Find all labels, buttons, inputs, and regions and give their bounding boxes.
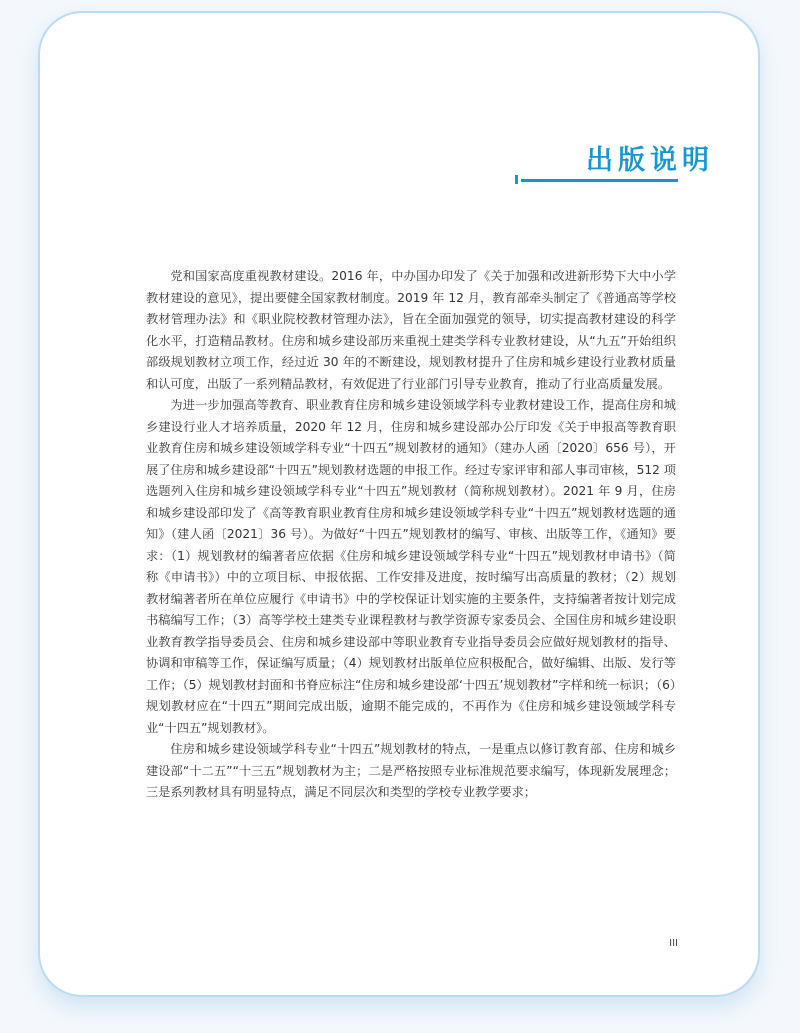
- paragraph: 为进一步加强高等教育、职业教育住房和城乡建设领域学科专业教材建设工作，提高住房和城乡建设行业人才培养质量，2020 年 12 月，住房和城乡建设部办公厅印发《关于申报高等教育职业教育住房和城乡建设领域学科专业“十四五”规划教材的通知》（建办人函〔2020〕656 号），开展了住房和城乡建设部“十四五”规划教材选题的申报工作。经过专家评审和部人事司审核，512 项选题列入住房和城乡建设领域学科专业“十四五”规划教材（简称规划教材）。2021 年 9 月，住房和城乡建设部印发了《高等教育职业教育住房和城乡建设领域学科专业“十四五”规划教材选题的通知》（建人函〔2021〕36 号）。为做好“十四五”规划教材的编写、审核、出版等工作，《通知》要求：（1）规划教材的编著者应依据《住房和城乡建设领域学科专业“十四五”规划教材申请书》（简称《申请书》）中的立项目标、申报依据、工作安排及进度，按时编写出高质量的教材；（2）规划教材编著者所在单位应履行《申请书》中的学校保证计划实施的主要条件，支持编著者按计划完成书稿编写工作；（3）高等学校土建类专业课程教材与教学资源专家委员会、全国住房和城乡建设职业教育教学指导委员会、住房和城乡建设部中等职业教育专业指导委员会应做好规划教材的指导、协调和审稿等工作，保证编写质量；（4）规划教材出版单位应积极配合，做好编辑、出版、发行等工作；（5）规划教材封面和书脊应标注“住房和城乡建设部‘十四五’规划教材”字样和统一标识；（6）规划教材应在“十四五”期间完成出版，逾期不能完成的，不再作为《住房和城乡建设领域学科专业“十四五”规划教材》。: [146, 398, 676, 735]
- paragraph: 党和国家高度重视教材建设。2016 年，中办国办印发了《关于加强和改进新形势下大中小学教材建设的意见》，提出要健全国家教材制度。2019 年 12 月，教育部牵头制定了《普通高等学校教材管理办法》和《职业院校教材管理办法》，旨在全面加强党的领导，切实提高教材建设的科学化水平，打造精品教材。住房和城乡建设部历来重视土建类学科专业教材建设，从“九五”开始组织部级规划教材立项工作，经过近 30 年的不断建设，规划教材提升了住房和城乡建设行业教材质量和认可度，出版了一系列精品教材，有效促进了行业部门引导专业教育，推动了行业高质量发展。: [146, 269, 676, 391]
- page-title: 出版说明: [586, 145, 714, 176]
- page-number: III: [669, 938, 678, 949]
- title-underline: [521, 179, 678, 182]
- paragraph: 住房和城乡建设领域学科专业“十四五”规划教材的特点，一是重点以修订教育部、住房和城乡建设部“十二五”“十三五”规划教材为主；二是严格按照专业标准规范要求编写，体现新发展理念；三是系列教材具有明显特点，满足不同层次和类型的学校专业教学要求；: [146, 742, 676, 799]
- title-underline-cap: [515, 175, 518, 184]
- body-text: [146, 266, 676, 804]
